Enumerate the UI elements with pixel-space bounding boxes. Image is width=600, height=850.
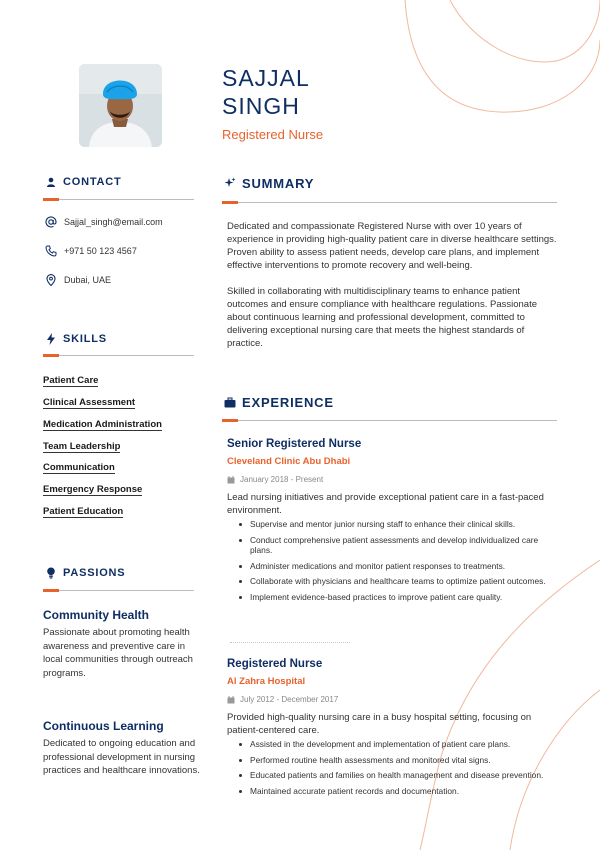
list-item: Collaborate with physicians and healthcare teams to optimize patient outcomes. — [250, 576, 555, 587]
list-item: Implement evidence-based practices to improve patient care quality. — [250, 592, 555, 603]
skill-item: Team Leadership — [43, 441, 121, 452]
job-intro: Lead nursing initiatives and provide exceptional patient care in a fast-paced environment. — [227, 492, 544, 516]
summary-header — [222, 172, 314, 194]
job-dates — [227, 475, 323, 484]
skill-item: Emergency Response — [43, 484, 143, 495]
job-dates-text: January 2018 - Present — [240, 475, 324, 484]
passions-divider — [43, 590, 194, 591]
first-name: SAJJAL — [222, 65, 310, 91]
contact-email-text: Sajjal_singh@email.com — [64, 217, 163, 227]
lightbulb-icon — [43, 566, 59, 580]
contact-email[interactable] — [44, 215, 163, 229]
skills-divider — [43, 355, 194, 356]
list-item: Supervise and mentor junior nursing staff to enhance their clinical skills. — [250, 519, 555, 530]
job-dates-text: July 2012 - December 2017 — [240, 695, 339, 704]
contact-phone-text: +971 50 123 4567 — [64, 246, 137, 256]
skills-title: SKILLS — [63, 333, 107, 345]
contact-divider — [43, 199, 194, 200]
experience-divider — [222, 420, 557, 421]
skill-item: Patient Education — [43, 506, 124, 517]
full-name — [222, 64, 310, 120]
location-pin-icon — [44, 273, 58, 287]
experience-title: EXPERIENCE — [242, 394, 334, 410]
contact-title: CONTACT — [63, 176, 122, 188]
job-title: Senior Registered Nurse — [227, 438, 362, 450]
list-item: Educated patients and families on health management and disease prevention. — [250, 770, 555, 781]
skill-item: Patient Care — [43, 375, 99, 386]
job-bullets — [250, 519, 555, 607]
skill-item: Communication — [43, 462, 115, 473]
job-intro: Provided high-quality nursing care in a busy hospital setting, focusing on patient-centered care. — [227, 712, 532, 736]
passion-title: Continuous Learning — [43, 719, 164, 733]
list-item: Administer medications and monitor patient responses to treatments. — [250, 561, 555, 572]
list-item: Assisted in the development and implementation of patient care plans. — [250, 739, 555, 750]
list-item: Maintained accurate patient records and documentation. — [250, 786, 555, 797]
skill-item: Clinical Assessment — [43, 397, 136, 408]
job-company: Al Zahra Hospital — [227, 676, 306, 687]
job-role: Registered Nurse — [222, 127, 324, 142]
summary-paragraph: Skilled in collaborating with multidisciplinary teams to enhance patient outcomes and ensure compliance with healthcare regulations. Passionate about continuous learning and professional development, committed to delivering exceptional nursing care that meets the highest standards of practice. — [227, 286, 537, 349]
at-icon — [44, 215, 58, 229]
person-icon — [43, 175, 59, 189]
passion-title: Community Health — [43, 608, 150, 622]
profile-photo — [79, 64, 162, 147]
job-title: Registered Nurse — [227, 658, 323, 670]
passions-title: PASSIONS — [63, 567, 126, 579]
contact-header — [43, 171, 122, 193]
job-bullets — [250, 739, 555, 801]
list-item: Conduct comprehensive patient assessments and develop individualized care plans. — [250, 535, 555, 556]
job-dates — [227, 695, 338, 704]
summary-divider — [222, 202, 557, 203]
passion-description: Dedicated to ongoing education and professional development in nursing practices and healthcare innovations. — [43, 738, 200, 776]
last-name: SINGH — [222, 93, 300, 119]
sparkle-icon — [222, 176, 238, 190]
job-company: Cleveland Clinic Abu Dhabi — [227, 456, 351, 467]
avatar-portrait-icon — [79, 64, 162, 147]
contact-phone[interactable] — [44, 244, 137, 258]
experience-header — [222, 391, 334, 413]
summary-title: SUMMARY — [242, 175, 315, 191]
job-separator — [230, 642, 350, 643]
calendar-icon — [227, 476, 235, 484]
calendar-icon — [227, 696, 235, 704]
briefcase-icon — [222, 395, 238, 409]
skill-item: Medication Administration — [43, 419, 162, 430]
contact-location — [44, 273, 111, 287]
phone-icon — [44, 244, 58, 258]
passions-header — [43, 562, 125, 584]
skills-header — [43, 328, 107, 350]
passion-description: Passionate about promoting health awareness and preventive care in local communities through outreach programs. — [43, 627, 193, 679]
summary-paragraph: Dedicated and compassionate Registered Nurse with over 10 years of experience in providing high-quality patient care in diverse healthcare settings. Proven ability to assess patient needs, develop care plans, and implement effective interventions to promote recovery and well-being. — [227, 221, 557, 271]
lightning-icon — [43, 332, 59, 346]
list-item: Performed routine health assessments and monitored vital signs. — [250, 755, 555, 766]
contact-location-text: Dubai, UAE — [64, 275, 112, 285]
